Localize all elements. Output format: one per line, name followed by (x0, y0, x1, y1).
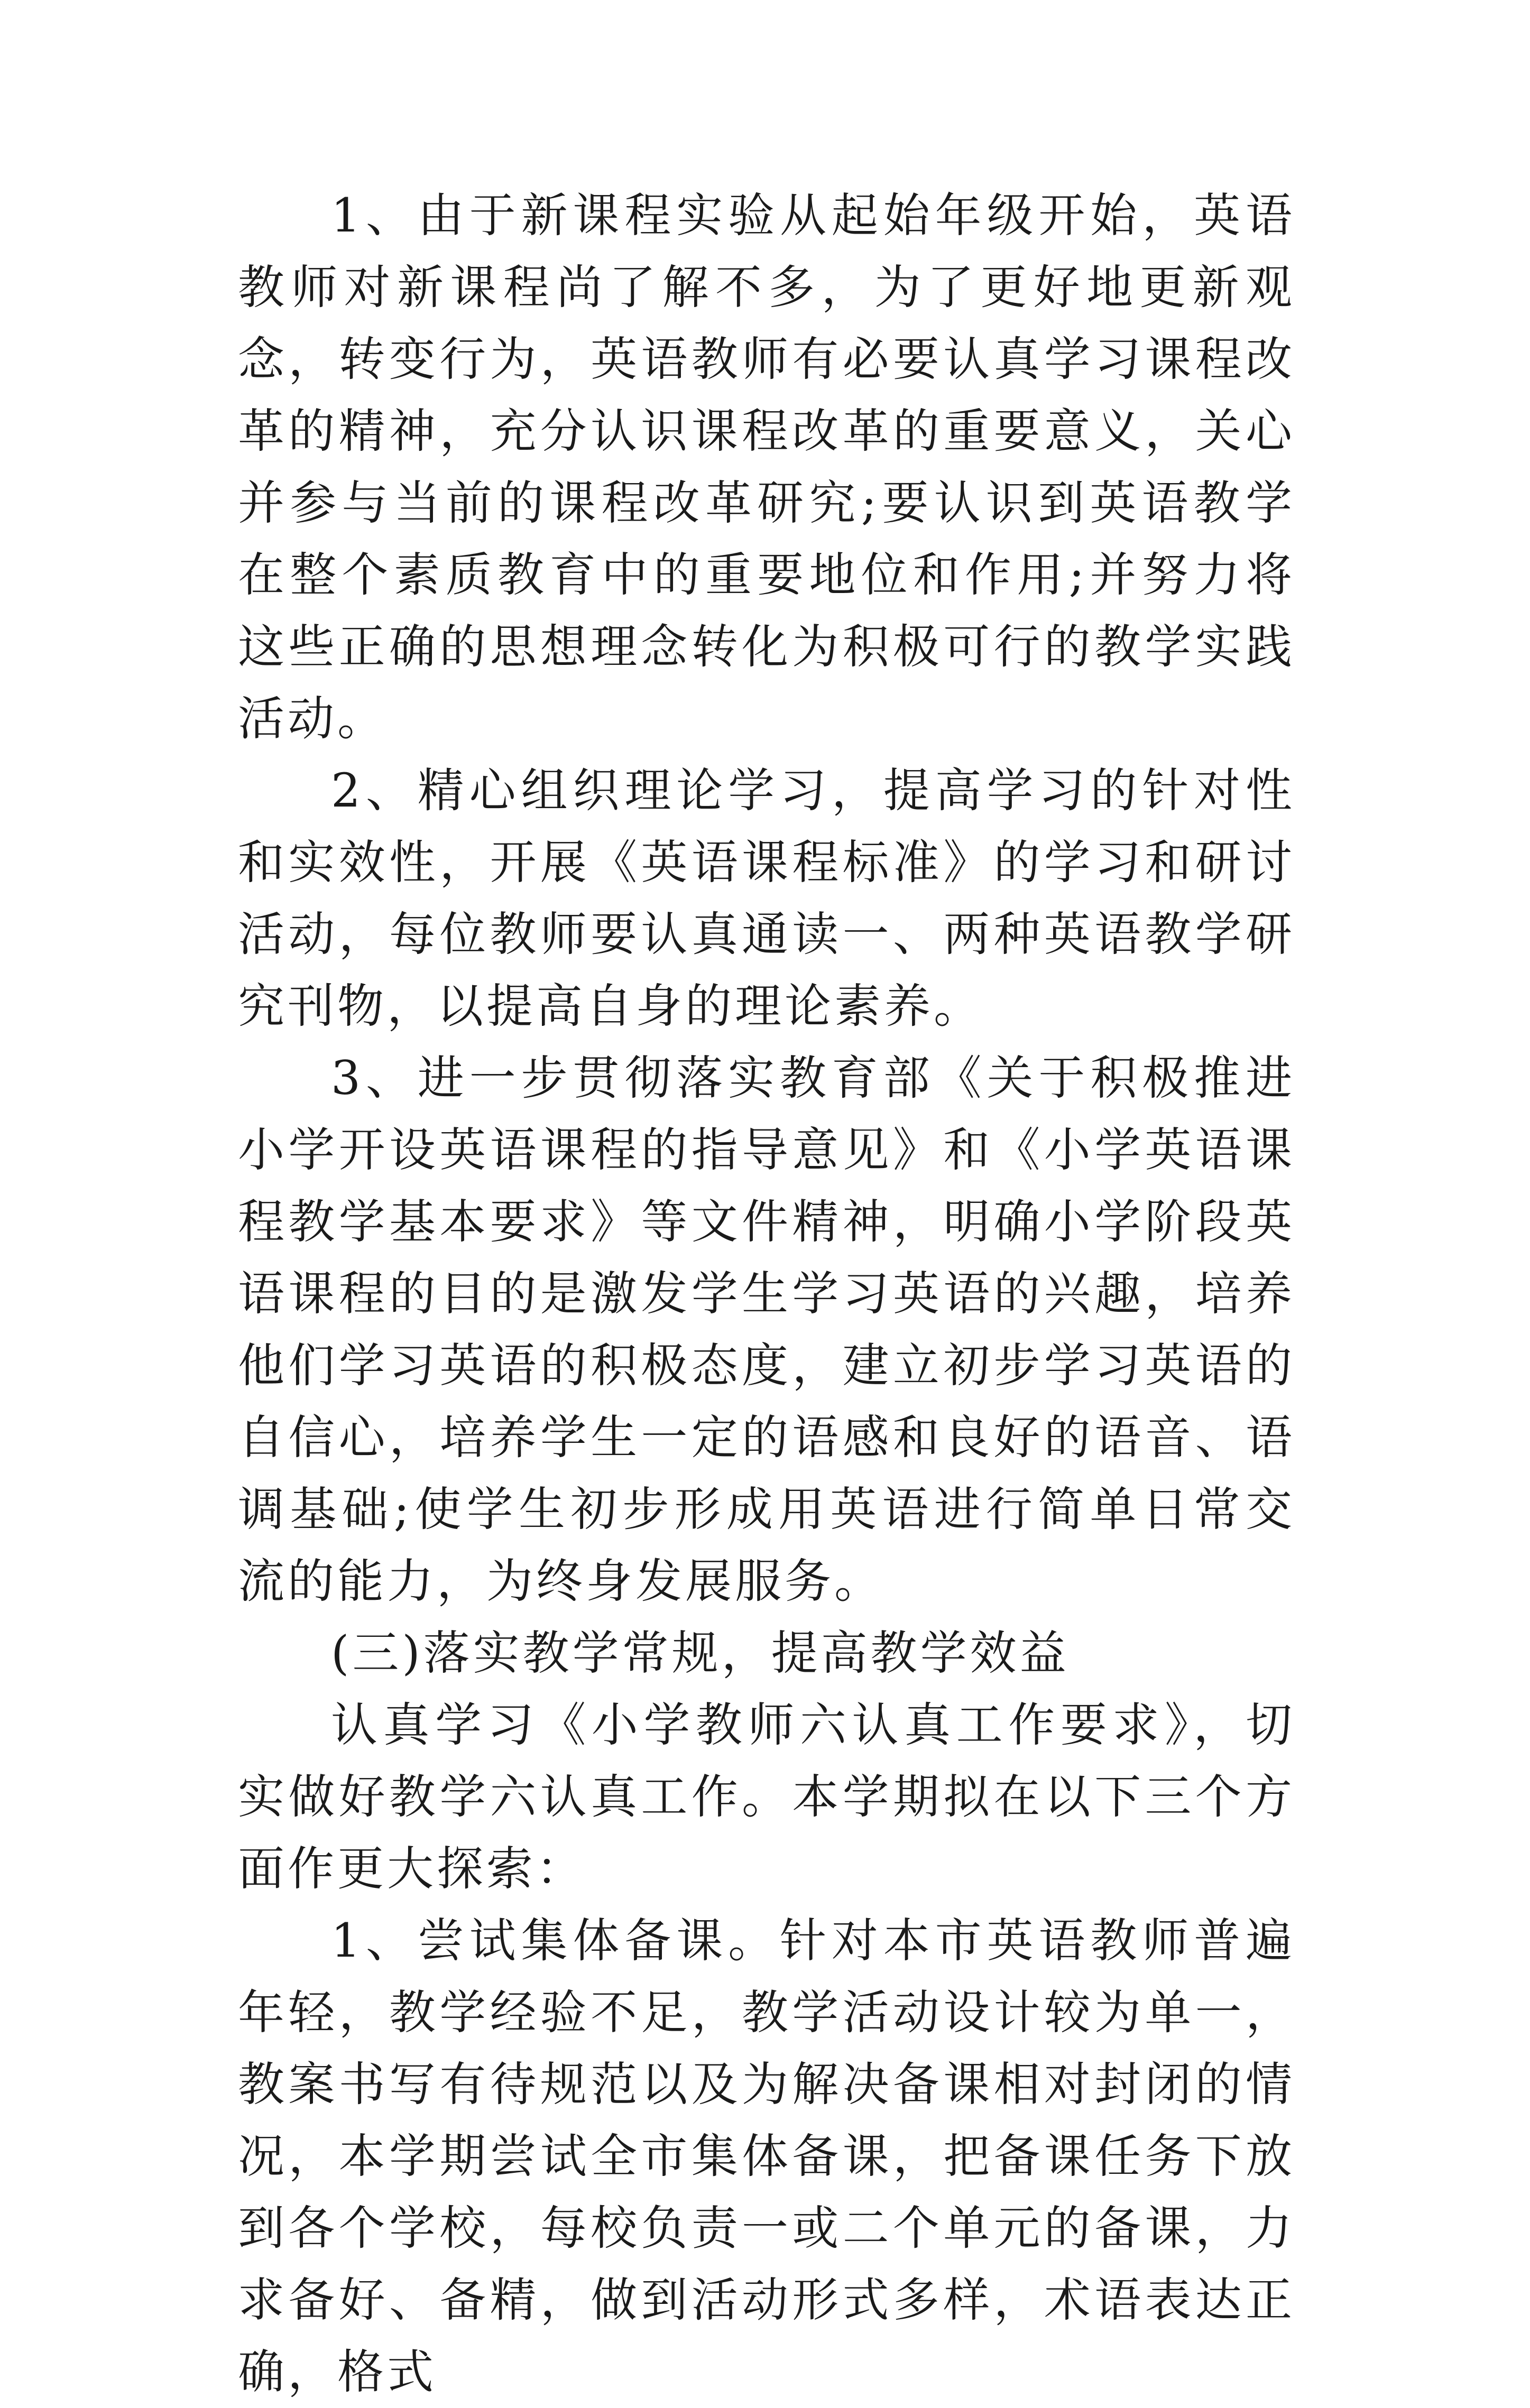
paragraph-1: 1、由于新课程实验从起始年级开始，英语教师对新课程尚了解不多，为了更好地更新观念，转变行为，英语教师有必要认真学习课程改革的精神，充分认识课程改革的重要意义，关心并参与当前的课程改革研究;要认识到英语教学在整个素质教育中的重要地位和作用;并努力将这些正确的思想理念转化为积极可行的教学实践活动。 (238, 188, 1295, 746)
document-page (238, 180, 1295, 2408)
paragraph-4: 认真学习《小学教师六认真工作要求》，切实做好教学六认真工作。本学期拟在以下三个方面作更大探索： (238, 1698, 1295, 1896)
paragraph-2: 2、精心组织理论学习，提高学习的针对性和实效性，开展《英语课程标准》的学习和研讨活动，每位教师要认真通读一、两种英语教学研究刊物，以提高自身的理论素养。 (238, 763, 1295, 1033)
section-heading: (三)落实教学常规，提高教学效益 (331, 1626, 1070, 1680)
paragraph-3: 3、进一步贯彻落实教育部《关于积极推进小学开设英语课程的指导意见》和《小学英语课程教学基本要求》等文件精神，明确小学阶段英语课程的目的是激发学生学习英语的兴趣，培养他们学习英语的积极态度，建立初步学习英语的自信心，培养学生一定的语感和良好的语音、语调基础;使学生初步形成用英语进行简单日常交流的能力，为终身发展服务。 (238, 1051, 1295, 1608)
paragraph-5: 1、尝试集体备课。针对本市英语教师普遍年轻，教学经验不足，教学活动设计较为单一，教案书写有待规范以及为解决备课相对封闭的情况，本学期尝试全市集体备课，把备课任务下放到各个学校，每校负责一或二个单元的备课，力求备好、备精，做到活动形式多样，术语表达正确，格式 (238, 1913, 1295, 2399)
